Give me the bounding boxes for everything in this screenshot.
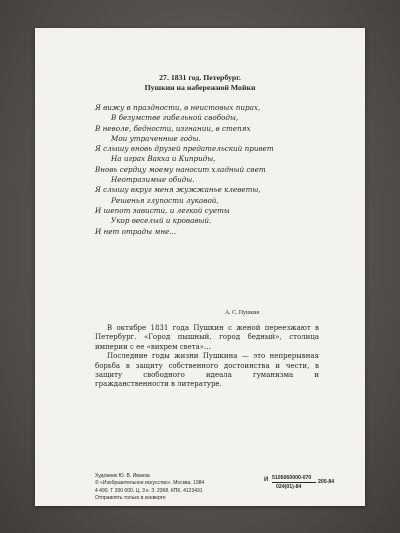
publisher-imprint (95, 473, 275, 502)
poem-line: Вновь сердцу моему наносит хладный свет (95, 164, 266, 174)
poem-line: И шепот зависти, и легкой суеты (95, 205, 230, 215)
postcard-back (35, 28, 365, 506)
poem-line: Я вижу в праздности, в неистовых пирах, (95, 103, 261, 112)
description-paragraph: В октябре 1831 года Пушкин с женой переезжают в Петербург. «Город пышный, город бедный», столица империи с ее «вихрем света»... (95, 324, 319, 351)
poem-line: Решенья глупости лукавой, (111, 195, 219, 205)
poem-line: Я слышу вкруг меня жужжанье клеветы, (95, 185, 261, 195)
imprint-line: Художник Ю. В. Иванов (95, 473, 150, 479)
imprint-line: Отправлять только в конверте (95, 494, 166, 501)
poem-line: Укор веселый и кровавый. (111, 216, 212, 226)
poem (95, 103, 335, 237)
catalog-code-denominator: 024(01)-84 (276, 484, 302, 490)
poem-line: На играх Вакха и Киприды, (111, 154, 216, 164)
poem-author: А. С. Пушкин (225, 310, 260, 316)
poem-line: В неволе, бедности, изгнании, в степях (95, 123, 251, 133)
poem-line: Я слышу вновь друзей предательский привет (95, 144, 274, 154)
catalog-code-tail: 205-84 (318, 479, 335, 485)
description-text (95, 324, 319, 390)
catalog-code-letter: И (264, 477, 269, 483)
poem-line: Мои утраченные годы. (111, 133, 201, 143)
description-paragraph: Последние годы жизни Пушкина — это непрерывная борьба в защиту собственного достоинства и чести, в защиту свободного идеала гуманизма и гражданственности в литературе. (95, 352, 319, 389)
poem-line: В безумстве гибельной свободы, (111, 113, 239, 123)
imprint-line: 4 490. Т 200 000. Ц. 3 к. З. 2368. КПК. 4123431 (95, 487, 203, 494)
fraction-bar (272, 482, 316, 483)
catalog-code-numerator: 5105060000-070 (272, 475, 312, 481)
poem-line: И нет отрады мне... (95, 226, 177, 236)
imprint-line: © «Изобразительное искусство». Москва. 1984 (95, 480, 205, 487)
postcard-title-line2: Пушкин на набережной Мойки (144, 83, 256, 92)
postcard-title-line1: 27. 1831 год. Петербург. (159, 73, 241, 82)
poem-line: Неотразимые обиды. (111, 175, 195, 185)
